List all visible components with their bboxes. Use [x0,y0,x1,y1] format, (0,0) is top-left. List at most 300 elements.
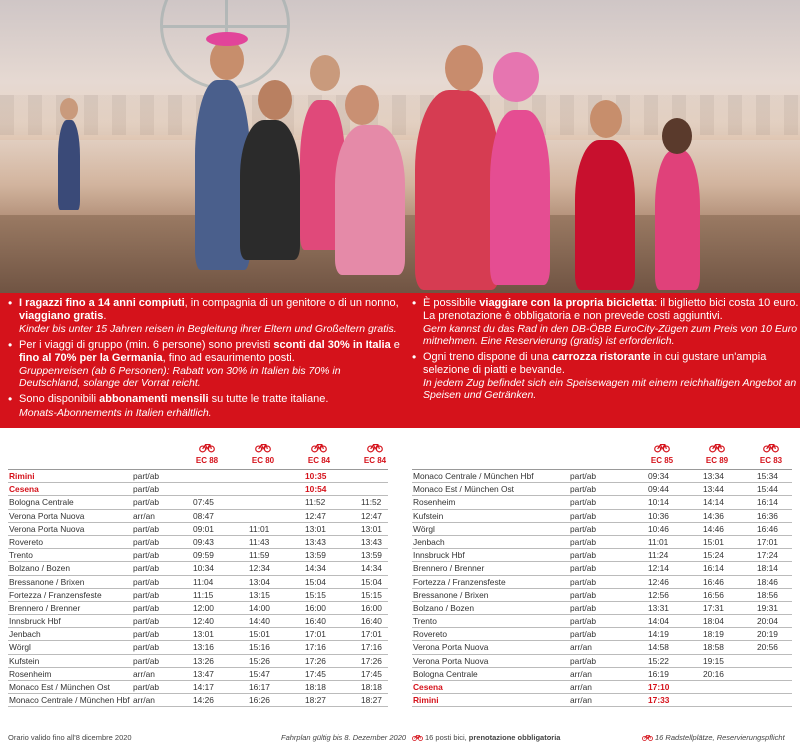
time-cell: 09:34 [648,471,669,481]
train-column-header [689,440,745,465]
train-column-header [291,440,347,465]
table-row [412,483,792,496]
timetable-header [8,440,388,470]
table-row [412,562,792,575]
table-row [412,523,792,536]
time-cell: 15:01 [703,536,724,547]
time-cell: 09:43 [193,536,214,547]
info-segment: Sono disponibili [19,393,100,405]
station-name: Rosenheim [413,497,456,508]
info-segment: e [390,339,400,351]
time-cell: 10:14 [648,497,669,508]
time-cell: 09:59 [193,550,214,561]
table-row [412,628,792,641]
validity-german: Fahrplan gültig bis 8. Dezember 2020 [281,733,407,742]
time-cell: 15:44 [757,484,778,495]
person [575,140,635,290]
arrival-departure: part/ab [570,655,597,666]
time-cell: 13:01 [193,629,214,640]
time-cell: 16:46 [703,576,724,587]
table-row [412,589,792,602]
train-column-header [179,440,235,465]
time-cell: 17:10 [648,682,670,692]
timetable-body [8,470,388,707]
time-cell: 17:26 [305,655,326,666]
train-column-header [634,440,690,465]
time-cell: 20:04 [757,616,778,627]
bicycle-icon [709,442,725,453]
arrival-departure: part/ab [570,510,597,521]
time-cell: 12:14 [648,563,669,574]
time-cell: 19:15 [703,655,724,666]
arrival-departure: part/ab [133,642,160,653]
time-cell: 17:24 [757,550,778,561]
arrival-departure: part/ab [133,576,160,587]
arrival-departure: part/ab [133,471,160,481]
time-cell: 15:47 [249,668,270,679]
train-code: EC 89 [705,456,729,465]
train-code: EC 85 [650,456,674,465]
arrival-departure: part/ab [570,563,597,574]
pink-hat [206,32,248,46]
info-segment: viaggiano gratis [19,309,104,322]
person [335,125,405,275]
table-row [412,681,792,694]
time-cell: 11:01 [249,523,270,534]
table-row [412,602,792,615]
arrival-departure: part/ab [133,563,160,574]
info-segment: È possibile [423,297,480,309]
table-row [8,668,388,681]
info-text-german: Gruppenreisen (ab 6 Personen): Rabatt von 30% in Italien bis 70% in Deutschland, solange der Vorrat reicht. [19,365,341,389]
arrival-departure: part/ab [570,616,597,627]
time-cell: 13:01 [361,523,382,534]
time-cell: 11:52 [361,497,382,508]
arrival-departure: part/ab [133,484,160,495]
station-name: Jenbach [9,629,41,640]
arrival-departure: part/ab [570,471,597,481]
time-cell: 20:16 [703,668,724,679]
time-cell: 13:15 [249,589,270,600]
info-text-german: Gern kannst du das Rad in den DB-ÖBB EuroCity-Zügen zum Preis von 10 Euro mitnehmen. Eine Reservierung (gratis) ist erforderlich. [423,323,798,347]
time-cell: 16:26 [249,695,270,706]
header-photo [0,0,800,293]
station-name: Wörgl [9,642,31,653]
station-name: Rimini [9,471,35,481]
time-cell: 13:47 [193,668,214,679]
table-row [412,496,792,509]
time-cell: 15:34 [757,471,778,481]
info-segment: su tutte le tratte italiane. [208,393,329,405]
arrival-departure: part/ab [570,589,597,600]
person-head [258,80,292,120]
time-cell: 17:33 [648,695,670,706]
station-name: Cesena [9,484,39,495]
train-code: EC 83 [759,456,783,465]
time-cell: 18:19 [703,629,724,640]
info-segment: carrozza ristorante [552,351,651,363]
bicycle-icon [255,442,271,453]
station-name: Rovereto [9,536,43,547]
table-row [8,655,388,668]
time-cell: 12:56 [648,589,669,600]
arrival-departure: arr/an [133,510,155,521]
info-segment: viaggiare con la propria bicicletta [479,297,655,309]
info-text-italian [19,339,400,364]
station-name: Bolzano / Bozen [9,563,70,574]
station-name: Monaco Est / München Ost [413,484,515,495]
info-item [412,351,800,401]
station-name: Bolzano / Bozen [413,602,474,613]
info-text-italian [423,297,800,322]
time-cell: 18:14 [757,563,778,574]
arrival-departure: part/ab [570,550,597,561]
station-name: Verona Porta Nuova [9,510,85,521]
bicycle-icon [763,442,779,453]
table-row [8,681,388,694]
time-cell: 17:45 [361,668,382,679]
time-cell: 13:59 [361,550,382,561]
time-cell: 15:01 [249,629,270,640]
time-cell: 14:26 [193,695,214,706]
info-item [8,339,400,389]
time-cell: 14:34 [361,563,382,574]
time-cell: 15:04 [305,576,326,587]
time-cell: 18:18 [305,682,326,692]
time-cell: 11:04 [193,576,214,587]
time-cell: 18:04 [703,616,724,627]
time-cell: 14:46 [703,523,724,534]
time-cell: 16:00 [361,602,382,613]
station-name: Rovereto [413,629,447,640]
station-name: Wörgl [413,523,435,534]
person [490,110,550,285]
timetable-rimini-munich [8,440,388,707]
time-cell: 13:04 [249,576,270,587]
time-cell: 14:19 [648,629,669,640]
time-cell: 12:46 [648,576,669,587]
station-name: Monaco Centrale / München Hbf [413,471,534,481]
arrival-departure: part/ab [570,484,597,495]
bicycle-icon [311,442,327,453]
validity-italian: Orario valido fino all'8 dicembre 2020 [8,733,132,742]
table-row [8,641,388,654]
time-cell: 16:19 [648,668,669,679]
info-segment: Ogni treno dispone di una [423,351,553,363]
table-row [412,576,792,589]
time-cell: 17:16 [361,642,382,653]
person [655,150,700,290]
station-name: Fortezza / Franzensfeste [413,576,506,587]
time-cell: 17:16 [305,642,326,653]
arrival-departure: arr/an [570,642,592,653]
table-row [412,694,792,707]
info-segment: abbonamenti mensili [99,393,209,405]
arrival-departure: part/ab [133,629,160,640]
time-cell: 17:01 [305,629,326,640]
time-cell: 11:15 [193,589,214,600]
table-row [8,562,388,575]
time-cell: 10:46 [648,523,669,534]
info-segment: fino al 70% per la Germania [19,351,163,364]
arrival-departure: arr/an [570,682,592,692]
table-row [8,576,388,589]
station-name: Trento [9,550,33,561]
time-cell: 09:44 [648,484,669,495]
arrival-departure: arr/an [570,695,592,706]
station-name: Verona Porta Nuova [413,642,489,653]
bicycle-icon [199,442,215,453]
time-cell: 18:46 [757,576,778,587]
time-cell: 12:47 [361,510,382,521]
table-row [8,496,388,509]
info-segment: sconti dal 30% in Italia [273,339,391,351]
info-text-german: Kinder bis unter 15 Jahren reisen in Begleitung ihrer Eltern und Großeltern gratis. [19,323,397,335]
time-cell: 15:15 [305,589,326,600]
arrival-departure: part/ab [133,602,160,613]
arrival-departure: part/ab [133,550,160,561]
time-cell: 10:54 [305,484,327,495]
station-name: Bressanone / Brixen [9,576,85,587]
time-cell: 09:01 [193,523,214,534]
table-row [8,510,388,523]
station-name: Rimini [413,695,439,706]
arrival-departure: part/ab [570,536,597,547]
table-row [8,602,388,615]
arrival-departure: part/ab [133,497,160,508]
time-cell: 12:00 [193,602,214,613]
time-cell: 11:52 [305,497,326,508]
train-code: EC 84 [363,456,387,465]
time-cell: 14:36 [703,510,724,521]
info-item [8,297,400,335]
person-head [445,45,483,91]
station-name: Bologna Centrale [9,497,74,508]
info-text-italian [19,393,400,406]
timetable-munich-rimini [412,440,792,707]
time-cell: 10:34 [193,563,214,574]
arrival-departure: part/ab [570,523,597,534]
time-cell: 11:43 [249,536,270,547]
time-cell: 13:43 [305,536,326,547]
time-cell: 16:36 [757,510,778,521]
time-cell: 15:24 [703,550,724,561]
time-cell: 13:01 [305,523,326,534]
time-cell: 16:14 [703,563,724,574]
time-cell: 12:40 [193,616,214,627]
bicycle-icon [412,734,423,741]
time-cell: 10:36 [648,510,669,521]
time-cell: 10:35 [305,471,327,481]
person [415,90,500,290]
station-name: Innsbruck Hbf [9,616,61,627]
table-row [8,589,388,602]
train-code: EC 88 [195,456,219,465]
time-cell: 17:45 [305,668,326,679]
time-cell: 16:00 [305,602,326,613]
table-row [412,510,792,523]
time-cell: 12:34 [249,563,270,574]
time-cell: 17:01 [361,629,382,640]
time-cell: 18:27 [305,695,326,706]
time-cell: 12:47 [305,510,326,521]
table-row [412,655,792,668]
train-column-header [347,440,403,465]
person-head [590,100,622,138]
bicycle-icon [654,442,670,453]
info-segment: . [103,309,107,322]
time-cell: 17:31 [703,602,724,613]
time-cell: 13:31 [648,602,669,613]
bike-note-italian: 16 posti bici, prenotazione obbligatoria [412,733,560,742]
arrival-departure: part/ab [133,682,160,692]
time-cell: 14:17 [193,682,214,692]
time-cell: 16:17 [249,682,270,692]
arrival-departure: part/ab [570,497,597,508]
table-row [8,615,388,628]
time-cell: 17:01 [757,536,778,547]
timetable-header [412,440,792,470]
info-segment: I ragazzi fino a 14 anni compiuti [19,297,185,309]
train-column-header [235,440,291,465]
time-cell: 15:26 [249,655,270,666]
table-row [412,615,792,628]
station-name: Brennero / Brenner [413,563,485,574]
time-cell: 14:00 [249,602,270,613]
person [58,120,80,210]
time-cell: 16:14 [757,497,778,508]
time-cell: 20:56 [757,642,778,653]
time-cell: 13:59 [305,550,326,561]
time-cell: 17:26 [361,655,382,666]
table-row [412,668,792,681]
arrival-departure: part/ab [133,589,160,600]
table-row [8,483,388,496]
time-cell: 18:27 [361,695,382,706]
arrival-departure: arr/an [570,668,592,679]
info-text-german: In jedem Zug befindet sich ein Speisewagen mit einem reichhaltigen Angebot an Speisen und Getränken. [423,377,797,401]
station-name: Cesena [413,682,443,692]
time-cell: 11:01 [648,536,669,547]
station-name: Kufstein [9,655,40,666]
person-head [210,40,244,80]
time-cell: 15:04 [361,576,382,587]
info-item [8,393,400,419]
station-name: Bressanone / Brixen [413,589,489,600]
arrival-departure: part/ab [133,655,160,666]
time-cell: 18:18 [361,682,382,692]
time-cell: 11:59 [249,550,270,561]
station-name: Verona Porta Nuova [9,523,85,534]
time-cell: 19:31 [757,602,778,613]
time-cell: 13:16 [193,642,214,653]
time-cell: 13:43 [361,536,382,547]
train-column-header [743,440,799,465]
table-row [8,549,388,562]
person [240,120,300,260]
info-segment: in cui gustare un'ampia selezione di piatti e bevande. [423,351,767,376]
time-cell: 18:56 [757,589,778,600]
time-cell: 18:58 [703,642,724,653]
person-head [662,118,692,154]
time-cell: 16:40 [305,616,326,627]
arrival-departure: part/ab [133,616,160,627]
time-cell: 20:19 [757,629,778,640]
info-text-german: Monats-Abonnements in Italien erhältlich. [19,406,212,419]
person-head [60,98,78,120]
info-segment: , in compagnia di un genitore o di un nonno, [184,297,399,309]
info-segment: : il biglietto bici costa 10 euro. La prenotazione è obbligatoria e non prevede costi aggiuntivi. [423,297,799,322]
time-cell: 14:34 [305,563,326,574]
arrival-departure: part/ab [133,536,160,547]
time-cell: 11:24 [648,550,669,561]
table-row [8,470,388,483]
time-cell: 16:46 [757,523,778,534]
info-segment: , fino ad esaurimento posti. [162,351,295,364]
time-cell: 14:14 [703,497,724,508]
table-row [8,694,388,707]
table-row [8,628,388,641]
time-cell: 16:56 [703,589,724,600]
arrival-departure: arr/an [133,695,155,706]
bike-note-german: 16 Radstellplätze, Reservierungspflicht [642,733,785,742]
info-segment: Per i viaggi di gruppo (min. 6 persone) sono previsti [19,339,274,351]
time-cell: 13:34 [703,471,724,481]
time-cell: 15:22 [648,655,669,666]
time-cell: 15:15 [361,589,382,600]
station-name: Monaco Centrale / München Hbf [9,695,130,706]
station-name: Innsbruck Hbf [413,550,465,561]
time-cell: 15:16 [249,642,270,653]
arrival-departure: arr/an [133,668,155,679]
bicycle-icon [642,734,653,741]
timetable-body [412,470,792,707]
person-head [310,55,340,91]
info-text-italian [19,297,400,322]
info-text-italian [423,351,800,376]
time-cell: 14:04 [648,616,669,627]
station-name: Verona Porta Nuova [413,655,489,666]
info-column-left [8,297,400,423]
station-name: Kufstein [413,510,444,521]
station-name: Jenbach [413,536,445,547]
time-cell: 16:40 [361,616,382,627]
info-panel [0,293,800,428]
time-cell: 08:47 [193,510,214,521]
table-row [412,470,792,483]
train-code: EC 84 [307,456,331,465]
person-head [345,85,379,125]
info-item [412,297,800,347]
arrival-departure: part/ab [570,576,597,587]
time-cell: 07:45 [193,497,214,508]
time-cell: 13:26 [193,655,214,666]
time-cell: 13:44 [703,484,724,495]
station-name: Rosenheim [9,668,52,679]
info-column-right [412,297,800,405]
train-code: EC 80 [251,456,275,465]
table-row [412,641,792,654]
time-cell: 14:40 [249,616,270,627]
station-name: Bologna Centrale [413,668,478,679]
bicycle-icon [367,442,383,453]
station-name: Trento [413,616,437,627]
arrival-departure: part/ab [570,602,597,613]
station-name: Brennero / Brenner [9,602,81,613]
station-name: Fortezza / Franzensfeste [9,589,102,600]
table-row [8,536,388,549]
pink-wig [493,52,539,102]
